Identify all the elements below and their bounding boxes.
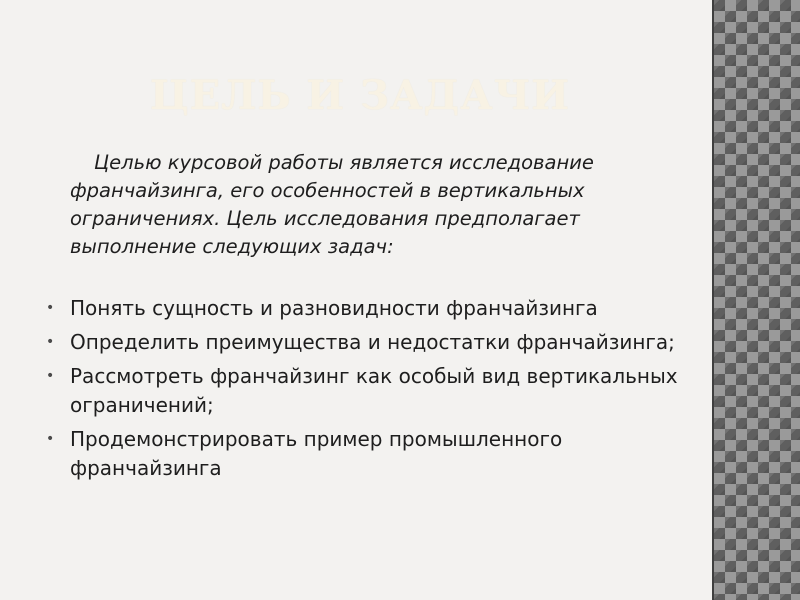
task-text: Продемонстрировать пример промышленного франчайзинга [70,427,563,480]
bullet-icon: • [46,431,55,447]
decorative-side-pattern [712,0,800,600]
list-item [46,362,686,420]
task-text: Рассмотреть франчайзинг как особый вид вертикальных ограничений; [70,364,678,417]
bullet-icon: • [46,368,55,384]
task-text: Понять сущность и разновидности франчайзинга [70,296,598,320]
slide-title: ЦЕЛЬ И ЗАДАЧИ [149,72,571,119]
intro-paragraph: Целью курсовой работы является исследование франчайзинга, его особенностей в вертикальных ограничениях. Цель исследования предполагает выполнение следующих задач: [70,151,594,258]
list-item [46,294,686,323]
task-list [46,294,686,488]
bullet-icon: • [46,300,55,316]
bullet-icon: • [46,334,55,350]
list-item [46,328,686,357]
list-item [46,425,686,483]
task-text: Определить преимущества и недостатки франчайзинга; [70,330,675,354]
